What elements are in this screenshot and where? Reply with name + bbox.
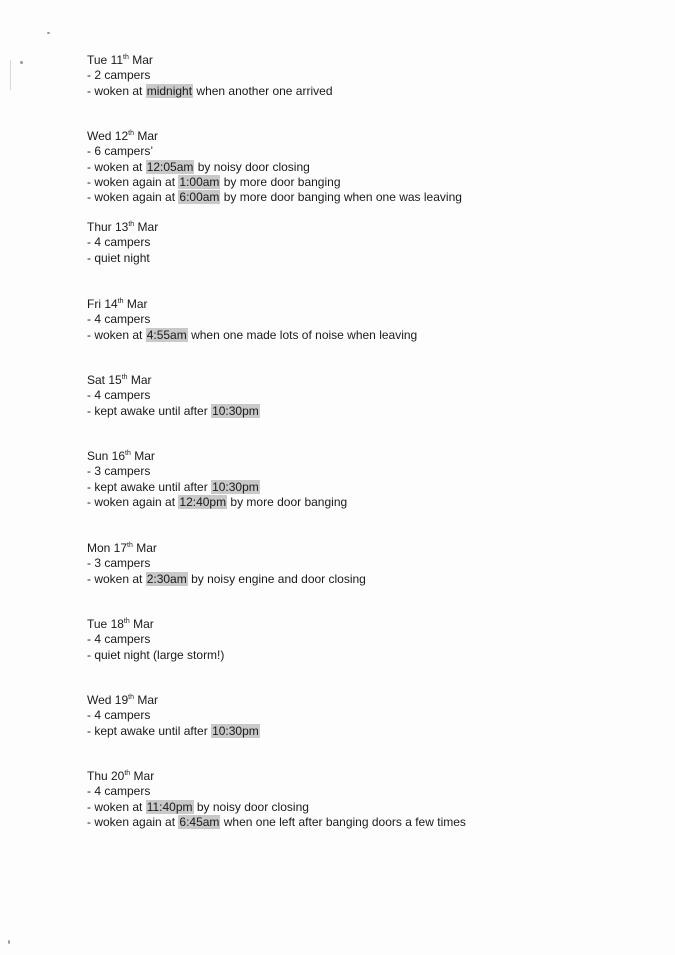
entry-day: Fri 14 <box>87 297 118 311</box>
scan-speck <box>47 32 50 34</box>
highlighted-time: 12:05am <box>146 159 194 174</box>
entry-day: Tue 18 <box>87 617 124 631</box>
entry-line <box>87 235 158 250</box>
entry-day-suffix: th <box>127 542 133 549</box>
entry-line <box>87 724 260 739</box>
line-text: - woken at <box>87 799 146 814</box>
diary-entry <box>87 617 224 663</box>
diary-entry <box>87 769 466 830</box>
entry-day-suffix: th <box>124 770 131 777</box>
line-text: by noisy engine and door closing <box>187 571 366 586</box>
entry-line <box>87 815 466 830</box>
entry-line <box>87 648 224 663</box>
entry-line <box>87 800 466 815</box>
line-text: by noisy door closing <box>194 159 310 174</box>
line-text: when one left after banging doors a few times <box>220 814 466 829</box>
scan-edge-mark <box>10 60 11 90</box>
entry-day-suffix: th <box>125 450 131 457</box>
entry-date <box>87 53 333 68</box>
line-text: - woken again at <box>87 174 179 189</box>
entry-day: Tue 11 <box>87 53 124 67</box>
diary-entry <box>87 297 417 343</box>
entry-date <box>87 297 417 312</box>
line-text: when one made lots of noise when leaving <box>187 327 418 342</box>
line-text: by more door banging <box>227 494 348 509</box>
line-text: - 4 campers <box>87 235 151 250</box>
line-text: - quiet night <box>87 250 150 265</box>
entry-line <box>87 328 417 343</box>
entry-month: Mar <box>126 297 148 311</box>
entry-line <box>87 464 347 479</box>
entry-month: Mar <box>136 541 157 555</box>
line-text: - kept awake until after <box>87 479 212 494</box>
entry-day: Mon 17 <box>87 541 128 555</box>
line-text: - kept awake until after <box>87 723 212 738</box>
entry-month: Mar <box>130 373 152 387</box>
line-text: - woken again at <box>87 494 179 509</box>
entry-day-suffix: th <box>128 221 135 228</box>
entry-line <box>87 708 260 723</box>
highlighted-time: 10:30pm <box>212 403 259 418</box>
line-text: - woken again at <box>87 814 179 829</box>
line-text: by more door banging when one was leaving <box>220 190 462 205</box>
entry-day: Sun 16 <box>87 449 126 463</box>
line-text: - woken at <box>87 327 146 342</box>
diary-entry <box>87 449 347 510</box>
entry-day: Thur 13 <box>87 220 129 234</box>
entry-line <box>87 784 466 799</box>
highlighted-time: 11:40pm <box>146 799 193 814</box>
entry-date <box>87 129 462 144</box>
entry-line <box>87 175 462 190</box>
diary-entry <box>87 220 158 266</box>
entry-date <box>87 769 466 784</box>
diary-entry <box>87 373 260 419</box>
line-text: when another one arrived <box>193 83 333 98</box>
entry-line <box>87 84 333 99</box>
highlighted-time: 2:30am <box>146 571 187 586</box>
line-text: - 4 campers <box>87 388 151 403</box>
entry-date <box>87 373 260 388</box>
entry-day-suffix: th <box>121 374 128 381</box>
highlighted-time: 12:40pm <box>179 494 227 509</box>
line-text: - woken again at <box>87 190 179 205</box>
entry-month: Mar <box>132 53 153 67</box>
line-text: - 4 campers <box>87 708 151 723</box>
diary-entry <box>87 693 260 739</box>
line-text: - woken at <box>87 571 146 586</box>
entry-date <box>87 693 260 708</box>
line-text: - quiet night (large storm!) <box>87 647 225 662</box>
entry-line <box>87 144 462 159</box>
line-text: - woken at <box>87 83 146 98</box>
diary-entry <box>87 541 366 587</box>
line-text: - kept awake until after <box>87 403 212 418</box>
diary-entry <box>87 129 462 205</box>
scan-speck <box>20 61 23 64</box>
diary-entry <box>87 53 333 99</box>
line-text: - 4 campers <box>87 784 151 799</box>
highlighted-time: 10:30pm <box>212 479 259 494</box>
line-text: - 4 campers <box>87 632 151 647</box>
highlighted-time: 6:45am <box>179 814 220 829</box>
highlighted-time: 1:00am <box>179 174 220 189</box>
line-text: by more door banging <box>220 174 341 189</box>
entry-line <box>87 190 462 205</box>
entry-line <box>87 251 158 266</box>
line-text: - woken at <box>87 159 146 174</box>
entry-line <box>87 495 347 510</box>
line-text: - 3 campers <box>87 464 151 479</box>
line-text: - 3 campers <box>87 556 151 571</box>
entry-date <box>87 541 366 556</box>
entry-day-suffix: th <box>123 618 130 625</box>
entry-day: Sat 15 <box>87 373 122 387</box>
entry-line <box>87 556 366 571</box>
highlighted-time: 10:30pm <box>212 723 259 738</box>
entry-line <box>87 404 260 419</box>
scan-speck <box>8 940 10 944</box>
entry-month: Mar <box>133 769 155 783</box>
entry-line <box>87 572 366 587</box>
entry-day-suffix: th <box>128 130 134 137</box>
entry-date <box>87 449 347 464</box>
entry-date <box>87 617 224 632</box>
entry-day-suffix: th <box>117 298 124 305</box>
highlighted-time: 6:00am <box>179 190 220 205</box>
line-text: by noisy door closing <box>193 799 309 814</box>
entry-month: Mar <box>137 693 158 707</box>
line-text: - 2 campers <box>87 68 151 83</box>
entry-month: Mar <box>137 129 158 143</box>
highlighted-time: midnight <box>146 83 193 98</box>
line-text: - 4 campers <box>87 312 151 327</box>
entry-line <box>87 312 417 327</box>
entry-line <box>87 632 224 647</box>
entry-month: Mar <box>137 220 159 234</box>
entry-month: Mar <box>133 617 154 631</box>
entry-date <box>87 220 158 235</box>
highlighted-time: 4:55am <box>146 327 187 342</box>
entry-day: Thu 20 <box>87 769 125 783</box>
entry-day: Wed 12 <box>87 129 129 143</box>
entry-line <box>87 480 347 495</box>
entry-line <box>87 160 462 175</box>
line-text: - 6 campers’ <box>87 144 154 159</box>
entry-month: Mar <box>134 449 155 463</box>
entry-day-suffix: th <box>123 54 129 61</box>
entry-day: Wed 19 <box>87 693 129 707</box>
entry-day-suffix: th <box>128 694 134 701</box>
entry-line <box>87 68 333 83</box>
entry-line <box>87 388 260 403</box>
